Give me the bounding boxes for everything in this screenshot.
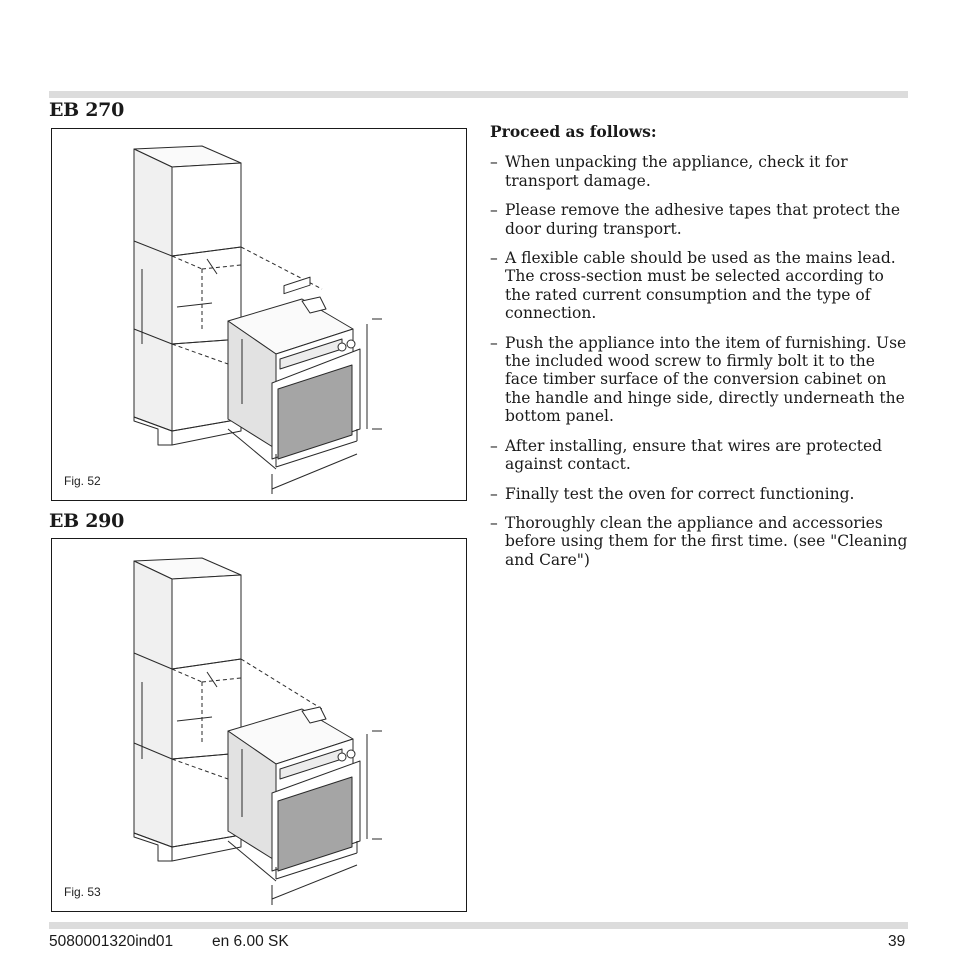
figure-52-illustration	[52, 129, 466, 500]
figure-52-caption: Fig. 52	[64, 474, 101, 488]
section-heading-eb290: EB 290	[49, 510, 125, 532]
figure-53-frame	[51, 538, 467, 912]
section-heading-eb270: EB 270	[49, 99, 125, 121]
figure-53-caption: Fig. 53	[64, 885, 101, 899]
instruction-step-text: When unpacking the appliance, check it for transport damage.	[505, 153, 848, 190]
footer-page-number: 39	[888, 933, 906, 950]
instruction-step-text: Thoroughly clean the appliance and accessories before using them for the first time. (see "Cleaning and Care")	[505, 513, 908, 569]
instruction-step: – Please remove the adhesive tapes that protect the door during transport.	[490, 201, 901, 238]
footer-edition: en 6.00 SK	[212, 933, 289, 950]
figure-53-illustration	[52, 539, 466, 911]
footer-doc-code: 5080001320ind01	[49, 933, 174, 950]
instruction-step-text: Finally test the oven for correct functioning.	[505, 484, 855, 503]
instruction-step: – Push the appliance into the item of furnishing. Use the included wood screw to firmly bolt it to the face timber surface of the conversion cabinet on the handle and hinge side, directly underneath the bottom panel.	[490, 333, 907, 426]
instructions-column	[490, 123, 912, 580]
top-rule	[49, 91, 908, 98]
instructions-title: Proceed as follows:	[490, 122, 657, 141]
instruction-step-text: Push the appliance into the item of furnishing. Use the included wood screw to firmly bolt it to the face timber surface of the conversion cabinet on the handle and hinge side, directly underneath the bottom panel.	[505, 333, 907, 426]
instruction-step: – A flexible cable should be used as the mains lead. The cross-section must be selected according to the rated current consumption and the type of connection.	[490, 249, 896, 323]
instruction-step-text: Please remove the adhesive tapes that protect the door during transport.	[505, 201, 901, 238]
instruction-step: – Thoroughly clean the appliance and accessories before using them for the first time. (see "Cleaning and Care")	[490, 513, 908, 569]
figure-52-frame	[51, 128, 467, 501]
bottom-rule	[49, 922, 908, 929]
instruction-step-text: After installing, ensure that wires are protected against contact.	[505, 436, 883, 474]
instruction-step: – When unpacking the appliance, check it for transport damage.	[490, 153, 848, 190]
instruction-step-text: A flexible cable should be used as the mains lead. The cross-section must be selected according to the rated current consumption and the type of connection.	[505, 249, 896, 323]
instruction-step: – After installing, ensure that wires are protected against contact.	[490, 436, 883, 474]
instruction-step: – Finally test the oven for correct functioning.	[490, 484, 855, 503]
